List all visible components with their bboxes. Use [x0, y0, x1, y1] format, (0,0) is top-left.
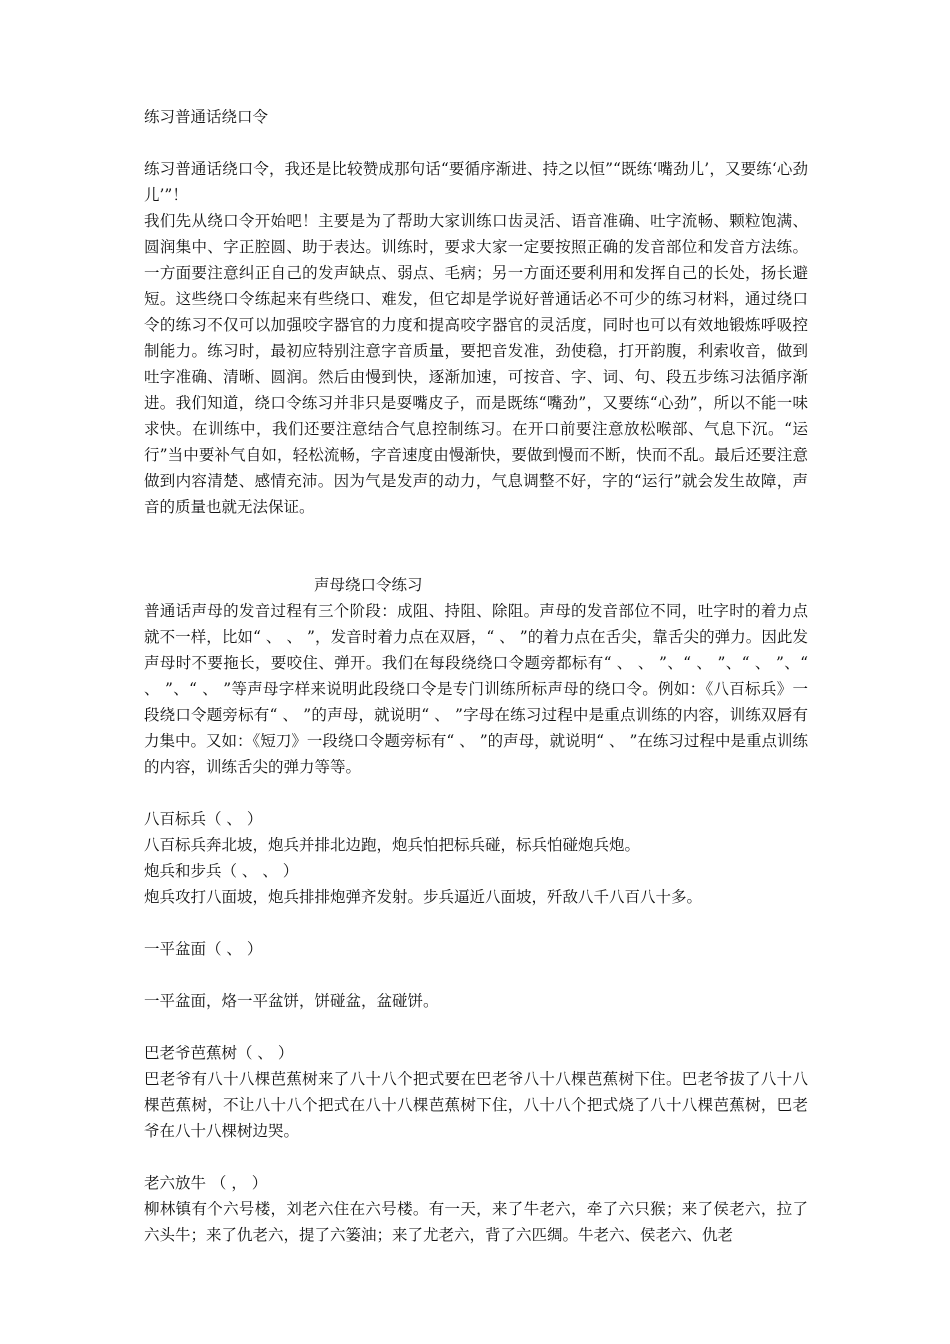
document-page — [144, 104, 808, 1248]
spacer — [144, 910, 808, 936]
section-body: 普通话声母的发音过程有三个阶段：成阻、持阻、除阻。声母的发音部位不同，吐字时的着力点就不一样，比如“ 、 、 ”，发音时着力点在双唇，“ 、 ”的着力点在舌尖，靠舌尖的弹力。因此发声母时不要拖长，要咬住、弹开。我们在每段绕绕口令题旁都标有“ 、 、 ”、“ 、 ”、“ 、 ”、“ 、 ”、“ 、 ”等声母字样来说明此段绕口令是专门训练所标声母的绕口令。例如：《八百标兵》一段绕口令题旁标有“ 、 ”的声母，就说明“ 、 ”字母在练习过程中是重点训练的内容，训练双唇有力集中。又如：《短刀》一段绕口令题旁标有“ 、 ”的声母，就说明“ 、 ”在练习过程中是重点训练的内容，训练舌尖的弹力等等。 — [144, 602, 808, 776]
rhyme-text: 巴老爷有八十八棵芭蕉树来了八十八个把式要在巴老爷八十八棵芭蕉树下住。巴老爷拔了八十八棵芭蕉树，不让八十八个把式在八十八棵芭蕉树下住，八十八个把式烧了八十八棵芭蕉树，巴老爷在八十八棵树边哭。 — [144, 1070, 808, 1140]
rhyme-text: 柳林镇有个六号楼，刘老六住在六号楼。有一天，来了牛老六，牵了六只猴；来了侯老六，拉了六头牛；来了仇老六，提了六篓油；来了尤老六，背了六匹绸。牛老六、侯老六、仇老 — [144, 1200, 808, 1244]
rhyme-title: 巴老爷芭蕉树（ 、 ） — [144, 1044, 294, 1062]
rhyme-title: 炮兵和步兵（ 、 、 ） — [144, 862, 299, 880]
spacer — [144, 1014, 808, 1040]
spacer — [144, 962, 808, 988]
rhyme-title: 八百标兵（ 、 ） — [144, 810, 263, 828]
rhyme-text: 炮兵攻打八面坡，炮兵排排炮弹齐发射。步兵逼近八面坡，歼敌八千八百八十多。 — [144, 888, 703, 906]
rhyme-title: 一平盆面（ 、 ） — [144, 940, 263, 958]
spacer — [144, 780, 808, 806]
rhyme-text: 八百标兵奔北坡，炮兵并排北边跑，炮兵怕把标兵碰，标兵怕碰炮兵炮。 — [144, 836, 641, 854]
rhyme-text: 一平盆面，烙一平盆饼，饼碰盆，盆碰饼。 — [144, 992, 439, 1010]
document-title: 练习普通话绕口令 — [144, 108, 269, 126]
spacer — [144, 1144, 808, 1170]
intro-paragraph-2: 我们先从绕口令开始吧！主要是为了帮助大家训练口齿灵活、语音准确、吐字流畅、颗粒饱满、圆润集中、字正腔圆、助于表达。训练时，要求大家一定要按照正确的发音部位和发音方法练。一方面要注意纠正自己的发声缺点、弱点、毛病；另一方面还要利用和发挥自己的长处，扬长避短。这些绕口令练起来有些绕口、难发，但它却是学说好普通话必不可少的练习材料，通过绕口令的练习不仅可以加强咬字器官的力度和提高咬字器官的灵活度，同时也可以有效地锻炼呼吸控制能力。练习时，最初应特别注意字音质量，要把音发准，劲使稳，打开韵腹，利索收音，做到吐字准确、清晰、圆润。然后由慢到快，逐渐加速，可按音、字、词、句、段五步练习法循序渐进。我们知道，绕口令练习并非只是耍嘴皮子，而是既练“嘴劲”，又要练“心劲”，所以不能一味求快。在训练中，我们还要注意结合气息控制练习。在开口前要注意放松喉部、气息下沉。“运行”当中要补气自如，轻松流畅，字音速度由慢渐快，要做到慢而不断，快而不乱。最后还要注意做到内容清楚、感情充沛。因为气是发声的动力，气息调整不好，字的“运行”就会发生故障，声音的质量也就无法保证。 — [144, 212, 808, 516]
section-title: 声母绕口令练习 — [314, 576, 423, 594]
intro-paragraph-1: 练习普通话绕口令，我还是比较赞成那句话“要循序渐进、持之以恒”“既练‘嘴劲儿’，又要练‘心劲儿’”！ — [144, 160, 808, 204]
spacer — [144, 520, 808, 572]
rhyme-title: 老六放牛 （ ， ） — [144, 1174, 268, 1192]
spacer — [144, 130, 808, 156]
